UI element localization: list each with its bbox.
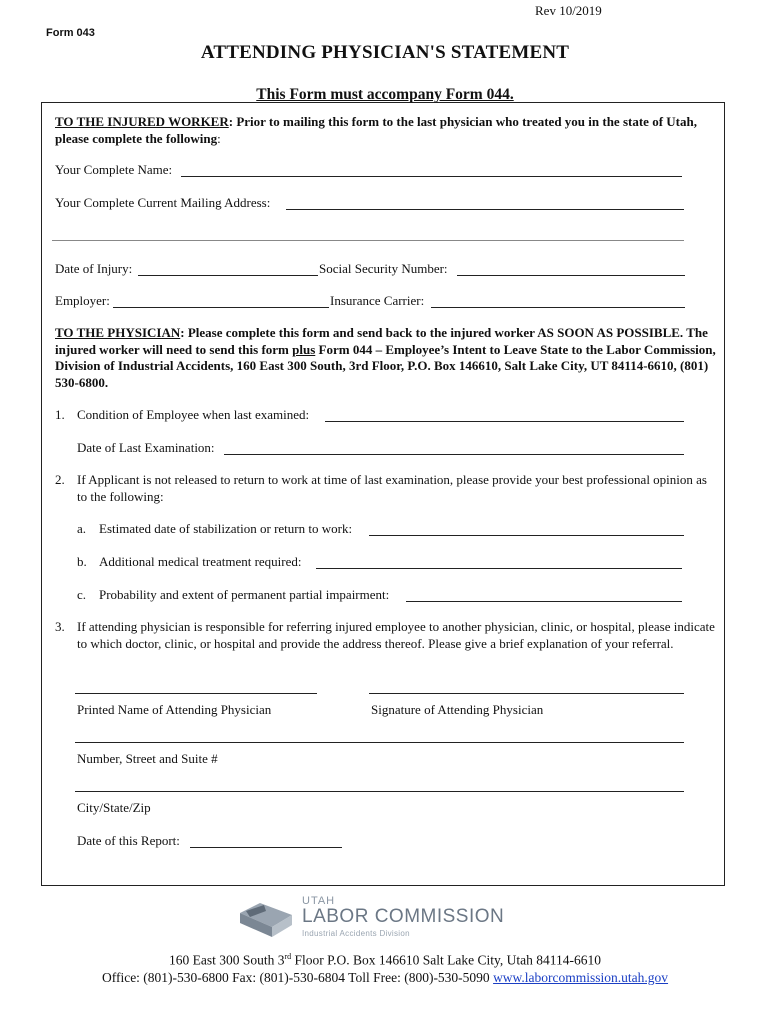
report-date-field[interactable]: [190, 847, 342, 848]
q2c-letter: c.: [77, 587, 87, 602]
worker-intro-colon: :: [217, 130, 221, 146]
logo-division: Industrial Accidents Division: [302, 929, 410, 938]
physician-text-2: Form 044 – Employee’s Intent to Leave State to the Labor Commission, Division of Industrial Accidents, 160 East 300 South, 3rd Floor, P.O. Box 146610, Salt Lake City, UT 84114-6610, (801) 530-6800.: [55, 341, 716, 390]
q1-date-label: Date of Last Examination:: [77, 440, 215, 455]
worker-heading: TO THE INJURED WORKER: [55, 114, 229, 129]
q2b-letter: b.: [77, 554, 87, 569]
printed-name-field[interactable]: [75, 693, 317, 694]
report-date-label: Date of this Report:: [77, 833, 180, 848]
name-label: Your Complete Name:: [55, 162, 173, 177]
printed-name-label: Printed Name of Attending Physician: [77, 702, 272, 717]
q2c-field[interactable]: [406, 601, 682, 602]
address-field[interactable]: [286, 209, 684, 210]
q2c-label: Probability and extent of permanent partial impairment:: [99, 587, 390, 602]
q3-text: If attending physician is responsible for referring injured employee to another physician, clinic, or hospital, please indicate to which doctor, clinic, or hospital and provide the address thereof. Please give a brief explanation of your referral.: [77, 619, 715, 651]
physician-heading: TO THE PHYSICIAN: [55, 325, 181, 340]
form-number: Form 043: [46, 27, 95, 39]
q1-date-field[interactable]: [224, 454, 684, 455]
q1-label: Condition of Employee when last examined:: [77, 407, 310, 422]
footer-phones: Office: (801)-530-6800 Fax: (801)-530-6804 Toll Free: (800)-530-5090: [101, 970, 494, 985]
footer-address-post: Floor P.O. Box 146610 Salt Lake City, Utah 84114-6610: [291, 952, 602, 968]
name-field[interactable]: [181, 176, 682, 177]
website-link[interactable]: www.laborcommission.utah.gov: [493, 970, 669, 985]
q2a-letter: a.: [77, 521, 87, 536]
employer-label: Employer:: [55, 293, 110, 308]
q2b-field[interactable]: [316, 568, 682, 569]
labor-commission-logo: [236, 895, 526, 941]
plus-text: plus: [292, 341, 316, 357]
q2-text: If Applicant is not released to return to work at time of last examination, please provide your best professional opinion as to the following:: [77, 472, 707, 504]
street-field[interactable]: [75, 742, 684, 743]
signature-label: Signature of Attending Physician: [371, 702, 544, 717]
worker-intro: : Prior to mailing this form to the last physician who treated you in the state of Utah, please complete the following: [55, 114, 697, 146]
q2a-label: Estimated date of stabilization or return to work:: [99, 521, 353, 536]
q3-number: 3.: [55, 619, 65, 634]
logo-wordmark: [302, 906, 504, 928]
physician-text-1: : Please complete this form and send back to the injured worker AS SOON AS POSSIBLE. The injured worker will need to send this form: [55, 325, 708, 357]
worker-instructions: [55, 114, 705, 147]
footer-address-pre: 160 East 300 South 3: [168, 952, 285, 968]
footer-address-sup: rd: [284, 952, 292, 961]
footer-contact: [0, 970, 770, 986]
form-subtitle: This Form must accompany Form 044.: [256, 86, 514, 103]
utah-state-logo-icon: [236, 897, 298, 941]
revision-date: Rev 10/2019: [535, 3, 602, 18]
address-label: Your Complete Current Mailing Address:: [55, 195, 271, 210]
signature-field[interactable]: [369, 693, 684, 694]
physician-instructions: [55, 325, 721, 391]
ssn-field[interactable]: [457, 275, 685, 276]
q1-field[interactable]: [325, 421, 684, 422]
injury-date-label: Date of Injury:: [55, 261, 133, 276]
injury-date-field[interactable]: [138, 275, 318, 276]
address-field-line-2[interactable]: [52, 240, 684, 241]
form-title: ATTENDING PHYSICIAN'S STATEMENT: [200, 42, 570, 63]
insurance-field[interactable]: [431, 307, 685, 308]
footer-address: [0, 952, 770, 969]
employer-field[interactable]: [113, 307, 329, 308]
q2-number: 2.: [55, 472, 65, 487]
city-field[interactable]: [75, 791, 684, 792]
insurance-label: Insurance Carrier:: [330, 293, 425, 308]
q1-number: 1.: [55, 407, 65, 422]
city-label: City/State/Zip: [77, 800, 151, 815]
logo-utah: UTAH: [302, 895, 336, 907]
street-label: Number, Street and Suite #: [77, 751, 218, 766]
q2b-label: Additional medical treatment required:: [99, 554, 302, 569]
logo-commission: COMMISSION: [374, 906, 505, 927]
q2a-field[interactable]: [369, 535, 684, 536]
logo-labor: LABOR: [302, 906, 369, 927]
ssn-label: Social Security Number:: [319, 261, 448, 276]
